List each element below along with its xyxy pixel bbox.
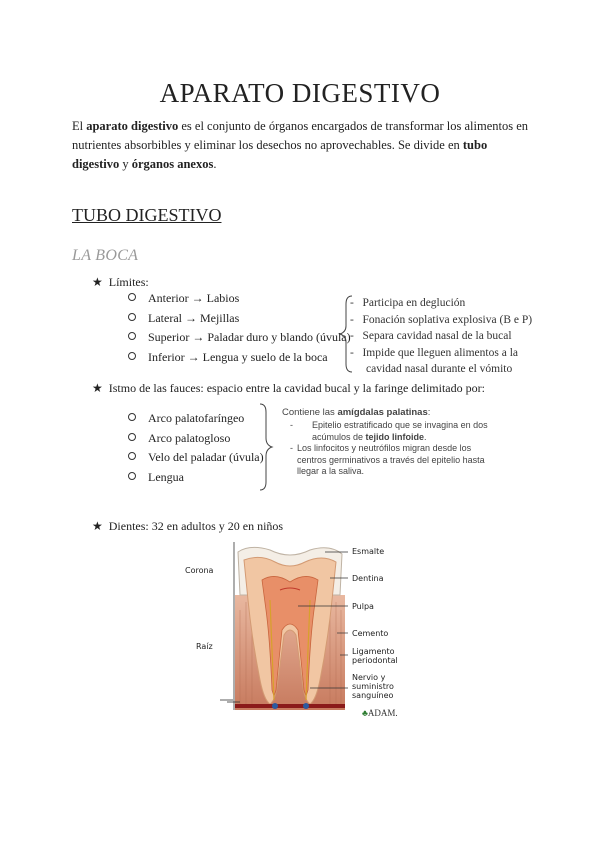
circle-bullet-icon: [128, 313, 136, 321]
list-item: Lateral → Mejillas: [128, 309, 351, 329]
limites-notes: [350, 295, 532, 378]
star-icon: ★: [92, 275, 103, 289]
circle-bullet-icon: [128, 452, 136, 460]
note-line: cavidad nasal durante el vómito: [366, 363, 513, 375]
list-item: Velo del paladar (úvula): [128, 448, 264, 468]
note-line: - Fonación soplativa explosiva (B e P): [350, 313, 533, 326]
dientes-bullet: ★ Dientes: 32 en adultos y 20 en niños: [92, 519, 284, 533]
note-dash: -: [290, 443, 293, 453]
circle-bullet-icon: [128, 352, 136, 360]
limites-list: [128, 289, 351, 367]
adam-credit: ♣ADAM.: [362, 708, 398, 718]
circle-bullet-icon: [128, 332, 136, 340]
list-item: Superior → Paladar duro y blando (úvula): [128, 328, 351, 348]
amigdalas-intro: Contiene las amígdalas palatinas:: [282, 407, 431, 418]
note-line: - Impide que lleguen alimentos a la: [350, 346, 518, 359]
label-ligamento: Ligamento periodontal: [352, 647, 398, 665]
circle-bullet-icon: [128, 293, 136, 301]
label-cemento: Cemento: [352, 629, 389, 638]
note-line: - Participa en deglución: [350, 297, 466, 309]
label-dentina: Dentina: [352, 574, 384, 583]
circle-bullet-icon: [128, 413, 136, 421]
limites-bullet: ★ Límites:: [92, 275, 149, 289]
amigdalas-note-2: Los linfocitos y neutrófilos migran desde los centros germinativos a través del epitelio hasta llegar a la saliva.: [297, 443, 485, 476]
subsection-heading: LA BOCA: [72, 247, 139, 264]
label-pulpa: Pulpa: [352, 602, 374, 611]
note-dash: -: [290, 420, 293, 430]
amigdalas-note-1: Epitelio estratificado que se invagina en dos acúmulos de tejido linfoide.: [312, 420, 488, 442]
istmo-list: [128, 409, 264, 487]
label-esmalte: Esmalte: [352, 547, 385, 556]
page-title: APARATO DIGESTIVO: [159, 78, 441, 108]
list-item: Inferior → Lengua y suelo de la boca: [128, 348, 351, 368]
intro-paragraph: El aparato digestivo es el conjunto de órganos encargados de transformar los alimentos en nutrientes absorbibles y eliminar los desechos no aprovechables. Se divide en tubo digestivo y órganos anexos.: [72, 119, 529, 171]
circle-bullet-icon: [128, 433, 136, 441]
star-icon: ★: [92, 381, 103, 395]
star-icon: ★: [92, 519, 103, 533]
circle-bullet-icon: [128, 472, 136, 480]
list-item: Arco palatogloso: [128, 429, 264, 449]
list-item: Lengua: [128, 468, 264, 488]
tooth-diagram: [180, 540, 420, 720]
list-item: Anterior → Labios: [128, 289, 351, 309]
list-item: Arco palatofaríngeo: [128, 409, 264, 429]
label-raiz: Raíz: [196, 642, 213, 651]
istmo-bullet: ★ Istmo de las fauces: espacio entre la cavidad bucal y la faringe delimitado por:: [92, 381, 485, 395]
note-line: - Separa cavidad nasal de la bucal: [350, 330, 512, 342]
brace-icon: [256, 402, 276, 492]
section-heading: TUBO DIGESTIVO: [72, 205, 222, 225]
adam-logo-icon: ♣: [362, 708, 368, 718]
label-corona: Corona: [185, 566, 214, 575]
label-nervio: Nervio y suministro sanguíneo: [352, 673, 394, 700]
